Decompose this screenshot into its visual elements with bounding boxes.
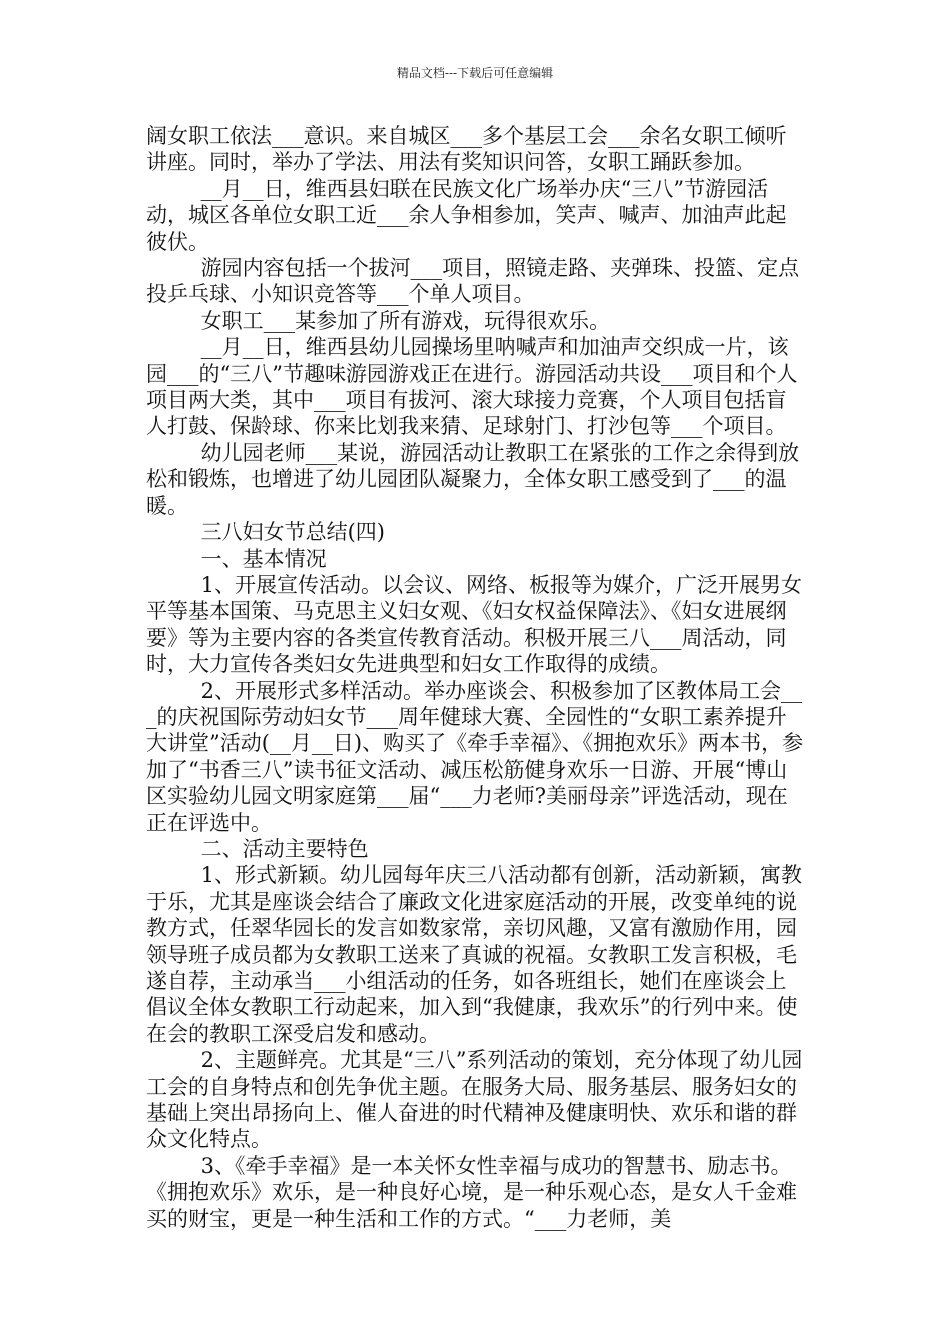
paragraph: 2、主题鲜亮。尤其是“三八”系列活动的策划，充分体现了幼儿园工会的自身特点和创先争优主题。在服务大局、服务基层、服务妇女的基础上突出昂扬向上、催人奋进的时代精神及健康明快、欢乐和谐的群众文化特点。 (146, 1048, 803, 1152)
page-header: 精品文档---下载后可任意编辑 (396, 66, 554, 80)
paragraph: __月__日，维西县幼儿园操场里呐喊声和加油声交织成一片，该园___的“三八”节趣味游园游戏正在进行。游园活动共设___项目和个人项目两大类，其中___项目有拔河、滚大球接力竞赛，个人项目包括盲人打鼓、保龄球、你来比划我来猜、足球射门、打沙包等___个项目。 (146, 335, 798, 439)
paragraph: 女职工___某参加了所有游戏，玩得很欢乐。 (200, 308, 611, 333)
paragraph: 阔女职工依法___意识。来自城区___多个基层工会___余名女职工倾听讲座。同时，举办了学法、用法有奖知识问答，女职工踊跃参加。 (146, 124, 787, 175)
section-heading: 一、基本情况 (200, 546, 327, 571)
section-title: 三八妇女节总结(四) (200, 520, 385, 545)
paragraph: 幼儿园老师___某说，游园活动让教职工在紧张的工作之余得到放松和锻炼，也增进了幼儿园团队凝聚力，全体女职工感受到了___的温暖。 (146, 440, 800, 518)
paragraph: 2、开展形式多样活动。举办座谈会、积极参加了区教体局工会___的庆祝国际劳动妇女节___周年健球大赛、全园性的“女职工素养提升大讲堂”活动(__月__日)、购买了《牵手幸福》、《拥抱欢乐》两本书，参加了“书香三八”读书征文活动、减压松筋健身欢乐一日游、开展“博山区实验幼儿园文明家庭第___届“___力老师?美丽母亲”评选活动，现在正在评选中。 (146, 678, 804, 835)
paragraph: __月__日，维西县妇联在民族文化广场举办庆“三八”节游园活动，城区各单位女职工近___余人争相参加，笑声、喊声、加油声此起彼伏。 (146, 176, 787, 254)
document-body (146, 123, 806, 1232)
paragraph: 游园内容包括一个拔河___项目，照镜走路、夹弹珠、投篮、定点投乒乓球、小知识竞答等___个单人项目。 (146, 256, 800, 307)
paragraph: 1、形式新颖。幼儿园每年庆三八活动都有创新，活动新颖，寓教于乐，尤其是座谈会结合了廉政文化进家庭活动的开展，改变单纯的说教方式，任翠华园长的发言如数家常，亲切风趣，又富有激励作用，园领导班子成员都为女教职工送来了真诚的祝福。女教职工发言积极，毛遂自荐，主动承当___小组活动的任务，如各班组长，她们在座谈会上倡议全体女教职工行动起来，加入到“我健康，我欢乐”的行列中来。使在会的教职工深受启发和感动。 (146, 863, 802, 1046)
paragraph: 3、《牵手幸福》是一本关怀女性幸福与成功的智慧书、励志书。《拥抱欢乐》欢乐，是一种良好心境，是一种乐观心态，是女人千金难买的财宝，更是一种生活和工作的方式。“___力老师，美 (146, 1153, 797, 1231)
paragraph: 1、开展宣传活动。以会议、网络、板报等为媒介，广泛开展男女平等基本国策、马克思主义妇女观、《妇女权益保障法》、《妇女进展纲要》等为主要内容的各类宣传教育活动。积极开展三八___周活动，同时，大力宣传各类妇女先进典型和妇女工作取得的成绩。 (146, 572, 802, 677)
section-heading: 二、活动主要特色 (200, 836, 369, 861)
